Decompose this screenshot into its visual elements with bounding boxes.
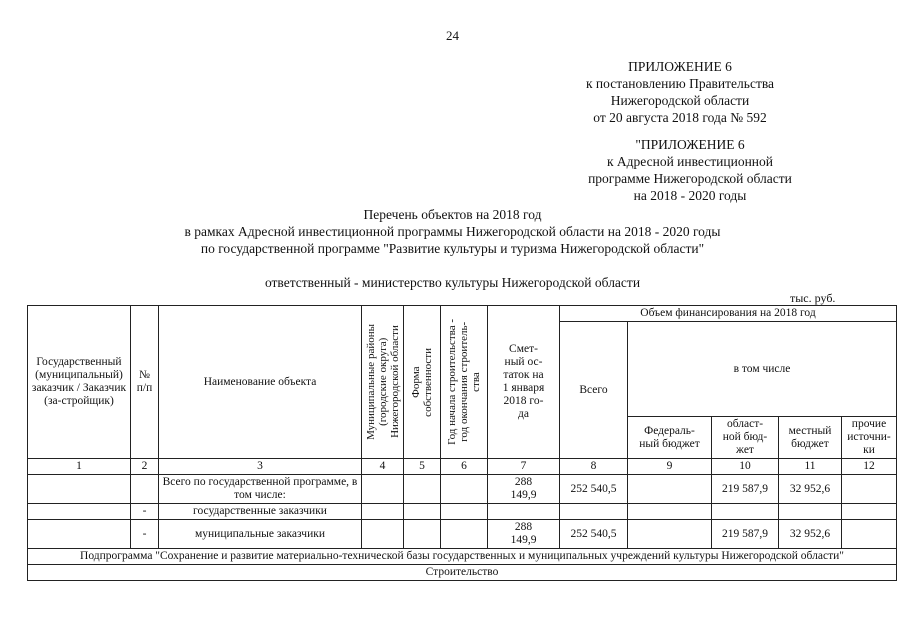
cell-federal (628, 475, 712, 504)
appendix-line: от 20 августа 2018 года № 592 (593, 110, 767, 125)
page-number: 24 (446, 28, 459, 43)
objects-table (27, 305, 897, 581)
cell-number: - (131, 504, 159, 520)
section-title: Строительство (28, 565, 897, 581)
cell-number: - (131, 520, 159, 549)
appendix-line: ПРИЛОЖЕНИЕ 6 (628, 59, 732, 74)
column-number: 4 (362, 459, 404, 475)
units-label: тыс. руб. (790, 291, 836, 305)
cell-customer (28, 475, 131, 504)
title-line: по государственной программе "Развитие культуры и туризма Нижегородской области" (200, 241, 705, 256)
header-object-name: Наименование объекта (159, 306, 362, 459)
cell-years (441, 520, 488, 549)
column-number-row (28, 459, 897, 475)
cell-object-name: муниципальные заказчики (159, 520, 362, 549)
title-line: Перечень объектов на 2018 год (363, 207, 542, 222)
cell-estimate (488, 504, 560, 520)
header-estimate: Смет- ный ос- таток на 1 января 2018 го- да (488, 306, 560, 459)
table-row (28, 520, 897, 549)
cell-years (441, 504, 488, 520)
cell-federal (628, 504, 712, 520)
header-including: в том числе (628, 322, 897, 417)
header-local: местный бюджет (779, 417, 842, 459)
cell-estimate: 288 149,9 (488, 475, 560, 504)
header-ownership: Форма собственности (404, 306, 441, 459)
appendix-line: "ПРИЛОЖЕНИЕ 6 (635, 137, 745, 152)
cell-regional (712, 504, 779, 520)
column-number: 11 (779, 459, 842, 475)
header-number: № п/п (131, 306, 159, 459)
appendix-line: к Адресной инвестиционной (606, 154, 773, 169)
column-number: 7 (488, 459, 560, 475)
column-number: 2 (131, 459, 159, 475)
cell-ownership (404, 520, 441, 549)
cell-regional: 219 587,9 (712, 520, 779, 549)
appendix-header-decree (560, 58, 800, 126)
cell-ownership (404, 475, 441, 504)
header-regional: област- ной бюд- жет (712, 417, 779, 459)
header-funding-group: Объем финансирования на 2018 год (560, 306, 897, 322)
cell-total: 252 540,5 (560, 520, 628, 549)
cell-other (842, 520, 897, 549)
cell-ownership (404, 504, 441, 520)
column-number: 10 (712, 459, 779, 475)
column-number: 8 (560, 459, 628, 475)
responsible-ministry: ответственный - министерство культуры Нижегородской области (264, 275, 641, 290)
cell-customer (28, 504, 131, 520)
cell-districts (362, 475, 404, 504)
column-number: 9 (628, 459, 712, 475)
column-number: 1 (28, 459, 131, 475)
column-number: 12 (842, 459, 897, 475)
cell-districts (362, 504, 404, 520)
column-number: 6 (441, 459, 488, 475)
header-districts: Муниципальные районы (городские округа) Нижегородской области (362, 306, 404, 459)
header-customer: Государственный (муниципальный) заказчик / Заказчик (за-стройщик) (28, 306, 131, 459)
cell-local: 32 952,6 (779, 475, 842, 504)
cell-total (560, 504, 628, 520)
column-number: 3 (159, 459, 362, 475)
subprogram-row (28, 549, 897, 565)
cell-local: 32 952,6 (779, 520, 842, 549)
cell-other (842, 504, 897, 520)
table-row (28, 475, 897, 504)
cell-estimate: 288 149,9 (488, 520, 560, 549)
header-other: прочие источни- ки (842, 417, 897, 459)
header-years: Год начала строительства - год окончания строитель- ства (441, 306, 488, 459)
appendix-line: к постановлению Правительства (585, 76, 775, 91)
header-total: Всего (560, 322, 628, 459)
table-row (28, 504, 897, 520)
appendix-line: Нижегородской области (610, 93, 750, 108)
cell-customer (28, 520, 131, 549)
title-line: в рамках Адресной инвестиционной программы Нижегородской области на 2018 - 2020 годы (184, 224, 721, 239)
cell-regional: 219 587,9 (712, 475, 779, 504)
subprogram-title: Подпрограмма "Сохранение и развитие материально-технической базы государственных и муниципальных учреждений культуры Нижегородской области" (28, 549, 897, 565)
cell-number (131, 475, 159, 504)
document-title (0, 206, 905, 257)
cell-districts (362, 520, 404, 549)
cell-federal (628, 520, 712, 549)
appendix-line: на 2018 - 2020 годы (633, 188, 747, 203)
cell-object-name: государственные заказчики (159, 504, 362, 520)
appendix-line: программе Нижегородской области (588, 171, 792, 186)
cell-total: 252 540,5 (560, 475, 628, 504)
section-row (28, 565, 897, 581)
cell-object-name: Всего по государственной программе, в том числе: (159, 475, 362, 504)
column-number: 5 (404, 459, 441, 475)
cell-local (779, 504, 842, 520)
cell-other (842, 475, 897, 504)
header-federal: Федераль- ный бюджет (628, 417, 712, 459)
appendix-header-program (545, 136, 835, 204)
cell-years (441, 475, 488, 504)
